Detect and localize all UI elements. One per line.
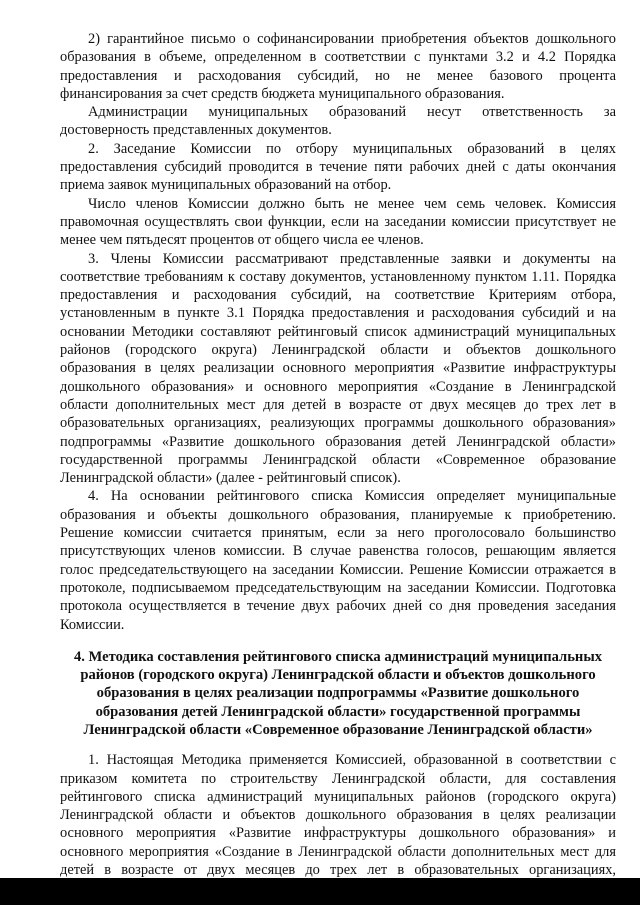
paragraph-methodology: 1. Настоящая Методика применяется Комиссией, образованной в соответствии с приказом комитета по строительству Ленинградской области, для составления рейтингового списка администраций муниципальных районов (городского округа) Ленинградской области и объектов дошкольного образования в целях реализации основного мероприятия «Развитие инфраструктуры дошкольного образования» и основного мероприятия «Создание в Ленинградской области дополнительных мест для детей в возрасте от двух месяцев до трех лет в образовательных организациях, (60, 752, 616, 879)
paragraph-responsibility: Администрации муниципальных образований несут ответственность за достоверность представленных документов. (60, 104, 616, 139)
paragraph-commission-meeting: 2. Заседание Комиссии по отбору муниципальных образований в целях предоставления субсидий проводится в течение пяти рабочих дней с даты окончания приема заявок муниципальных образований на отбор. (60, 140, 616, 194)
paragraph-commission-members: Число членов Комиссии должно быть не менее чем семь человек. Комиссия правомочная осуществлять свои функции, если на заседании комиссии присутствует не менее чем пятьдесят процентов от общего числа ее членов. (60, 195, 616, 249)
scan-border (0, 878, 640, 905)
paragraph-rating-list: 3. Члены Комиссии рассматривают представленные заявки и документы на соответствие требованиям к составу документов, установленному пунктом 1.11. Порядка предоставления и расходования субсидий, на соответствие Критериям отбора, установленным в пункте 3.1 Порядка предоставления и расходования субсидий и на основании Методики составляют рейтинговый список администраций муниципальных районов (городского округа) Ленинградской области и объектов дошкольного образования в целях реализации основного мероприятия «Развитие инфраструктуры дошкольного образования» и основного мероприятия «Создание в Ленинградской области дополнительных мест для детей в возрасте от двух месяцев до трех лет в образовательных организациях, реализующих программы дошкольного образования» подпрограммы «Развитие дошкольного образования детей Ленинградской области» государственной программы Ленинградской области «Современное образование Ленинградской области» (далее - рейтинговый список). (60, 250, 616, 487)
paragraph-decision: 4. На основании рейтингового списка Комиссия определяет муниципальные образования и объекты дошкольного образования, планируемые к приобретению. Решение комиссии считается принятым, если за него проголосовало большинство присутствующих членов комиссии. В случае равенства голосов, решающим является голос председательствующего на заседании Комиссии. Решение Комиссии отражается в протоколе, подписываемом председательствующим на заседании Комиссии. Подготовка протокола осуществляется в течение двух рабочих дней со дня проведения заседания Комиссии. (60, 488, 616, 633)
document-page (60, 30, 616, 898)
paragraph-guarantee-letter: 2) гарантийное письмо о софинансировании приобретения объектов дошкольного образования в объеме, определенном в соответствии с пунктами 3.2 и 4.2 Порядка предоставления и расходования субсидий, но не менее базового процента финансирования за счет средств бюджета муниципального образования. (60, 31, 616, 102)
section-heading: 4. Методика составления рейтингового списка администраций муниципальных районов (городского округа) Ленинградской области и объектов дошкольного образования в целях реализации подпрограммы «Развитие дошкольного образования детей Ленинградской области» государственной программы Ленинградской области «Современное образование Ленинградской области» (73, 648, 603, 738)
